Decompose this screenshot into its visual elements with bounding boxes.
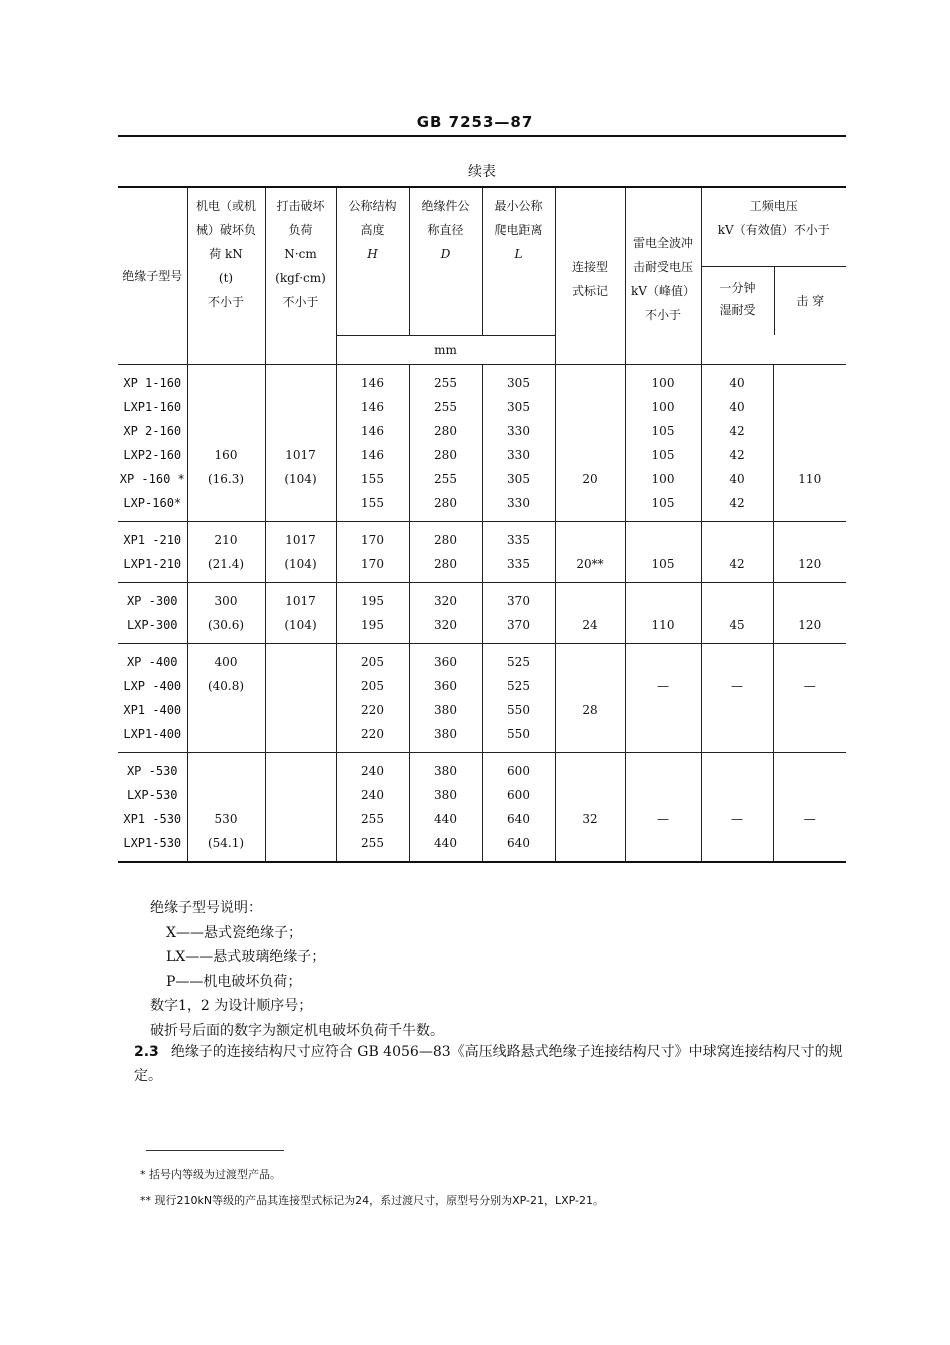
th-power <box>701 187 846 335</box>
th-load-line: 械）破坏负 <box>195 223 256 237</box>
lightning-value: — <box>657 678 669 693</box>
impact-value <box>266 783 336 807</box>
punct-value <box>774 650 847 674</box>
diameter-value: 360 <box>434 654 457 669</box>
height-value: 205 <box>361 654 384 669</box>
lightning-value <box>626 698 701 722</box>
wet-value <box>702 698 773 722</box>
wet-cell <box>701 521 773 582</box>
table-row <box>118 582 846 643</box>
conn-cell <box>555 752 625 862</box>
wet-value <box>702 783 773 807</box>
lightning-value: 100 <box>651 399 675 414</box>
conn-value <box>556 783 625 807</box>
model-value: LXP-530 <box>126 787 178 802</box>
wet-value <box>702 589 773 613</box>
model-value: LXP -400 <box>123 678 182 693</box>
wet-value: 42 <box>729 447 745 462</box>
impact-value: (104) <box>284 471 317 486</box>
th-conn <box>555 187 625 364</box>
note-line: X——悬式瓷绝缘子； <box>166 924 302 941</box>
load-cell <box>187 521 265 582</box>
height-value: 146 <box>361 375 384 390</box>
impact-value <box>266 831 336 855</box>
th-wet <box>702 267 775 335</box>
creep-value: 330 <box>507 447 530 462</box>
conn-value <box>556 759 625 783</box>
th-punct: 击 穿 <box>796 294 825 308</box>
th-diameter <box>409 187 482 335</box>
height-cell <box>336 521 409 582</box>
lightning-value: 105 <box>651 556 675 571</box>
lightning-value <box>626 722 701 746</box>
load-value: (30.6) <box>207 617 245 632</box>
wet-value: 42 <box>729 495 745 510</box>
model-value: XP1 -530 <box>123 811 182 826</box>
creep-value: 335 <box>507 556 530 571</box>
table-caption: 续表 <box>468 164 496 180</box>
standard-header: GB 7253—87 <box>416 113 534 131</box>
lightning-value <box>626 783 701 807</box>
section-text: 绝缘子的连接结构尺寸应符合 GB 4056—83《高压线路悬式绝缘子连接结构尺寸》中球窝连接结构尺寸的规定。 <box>134 1044 843 1084</box>
load-cell <box>187 752 265 862</box>
lightning-value: 105 <box>651 423 675 438</box>
lightning-cell <box>625 582 701 643</box>
th-impact-line: (kgf·cm) <box>275 271 326 285</box>
load-value <box>188 698 265 722</box>
creep-value: 550 <box>507 702 530 717</box>
table-row <box>118 521 846 582</box>
model-value: XP1 -400 <box>123 702 182 717</box>
height-cell <box>336 643 409 752</box>
th-load <box>187 187 265 364</box>
punct-value: 120 <box>798 556 822 571</box>
th-lightning-line: 雷电全波冲 <box>632 235 693 250</box>
wet-cell <box>701 582 773 643</box>
th-impact-line: 打击破坏 <box>276 199 325 213</box>
conn-value <box>556 589 625 613</box>
lightning-value: 105 <box>651 495 675 510</box>
load-value: 400 <box>214 654 238 669</box>
conn-value <box>556 395 625 419</box>
th-impact-line: 不小于 <box>282 295 319 309</box>
th-power-line: 工频电压 <box>749 199 798 213</box>
punct-value: — <box>803 811 816 826</box>
th-lightning-line: 击耐受电压 <box>632 259 693 274</box>
model-value: LXP-160* <box>123 495 182 510</box>
creep-value: 370 <box>507 593 530 608</box>
model-value: XP -300 <box>126 593 178 608</box>
th-diameter-line: D <box>440 247 451 261</box>
impact-cell <box>265 643 336 752</box>
note-line: LX——悬式玻璃绝缘子； <box>166 949 326 965</box>
model-cell <box>118 364 187 521</box>
th-lightning-line: 不小于 <box>644 307 681 322</box>
impact-value <box>266 371 336 395</box>
model-value: LXP1-400 <box>123 726 182 741</box>
diameter-value: 280 <box>434 423 457 438</box>
conn-value: 32 <box>582 811 598 826</box>
lightning-value <box>626 589 701 613</box>
wet-value <box>702 650 773 674</box>
height-cell <box>336 582 409 643</box>
model-value: XP -400 <box>126 654 178 669</box>
model-value: XP1 -210 <box>123 532 182 547</box>
diameter-value: 255 <box>434 471 457 486</box>
model-value: XP -530 <box>126 763 178 778</box>
conn-value <box>556 528 625 552</box>
impact-cell <box>265 752 336 862</box>
creep-value: 305 <box>507 471 530 486</box>
section-number: 2.3 <box>134 1044 159 1060</box>
creep-value: 305 <box>507 375 530 390</box>
wet-cell <box>701 364 773 521</box>
height-value: 170 <box>361 556 384 571</box>
load-cell <box>187 582 265 643</box>
wet-value: 40 <box>729 375 745 390</box>
diameter-value: 320 <box>434 593 457 608</box>
note-line: 破折号后面的数字为额定机电破坏负荷千牛数。 <box>150 1022 444 1039</box>
load-value <box>188 722 265 746</box>
model-cell <box>118 582 187 643</box>
diameter-value: 380 <box>434 726 457 741</box>
diameter-value: 380 <box>434 787 457 802</box>
model-value: LXP1-210 <box>123 556 182 571</box>
diameter-value: 360 <box>434 678 457 693</box>
creep-value: 550 <box>507 726 530 741</box>
height-value: 155 <box>361 495 384 510</box>
model-value: LXP1-530 <box>123 835 182 850</box>
punct-value <box>774 831 847 855</box>
height-value: 205 <box>361 678 384 693</box>
th-diameter-line: 绝缘件公 <box>421 199 470 213</box>
diameter-value: 280 <box>434 556 457 571</box>
th-mm: mm <box>336 335 555 364</box>
model-notes <box>150 896 444 1043</box>
height-value: 146 <box>361 447 384 462</box>
creep-value: 370 <box>507 617 530 632</box>
diameter-cell <box>409 643 482 752</box>
punct-cell <box>773 521 846 582</box>
height-value: 255 <box>361 811 384 826</box>
creep-value: 525 <box>507 654 530 669</box>
height-value: 240 <box>361 763 384 778</box>
diameter-value: 255 <box>434 375 457 390</box>
creep-value: 600 <box>507 787 530 802</box>
punct-value <box>774 443 847 467</box>
load-value <box>188 419 265 443</box>
lightning-value <box>626 831 701 855</box>
wet-value <box>702 528 773 552</box>
height-value: 155 <box>361 471 384 486</box>
impact-value: 1017 <box>285 532 316 547</box>
wet-value <box>702 722 773 746</box>
load-value <box>188 371 265 395</box>
punct-value <box>774 419 847 443</box>
table-row <box>118 643 846 752</box>
lightning-value: — <box>657 811 669 826</box>
load-value: (54.1) <box>207 835 245 850</box>
punct-value <box>774 395 847 419</box>
conn-value: 20 <box>582 471 598 486</box>
impact-value <box>266 759 336 783</box>
punct-value: — <box>803 678 816 693</box>
height-value: 146 <box>361 399 384 414</box>
th-conn-line: 连接型 <box>571 259 608 274</box>
load-value <box>188 395 265 419</box>
impact-value: 1017 <box>285 593 316 608</box>
creep-value: 330 <box>507 423 530 438</box>
th-impact-line: N·cm <box>284 247 317 261</box>
creep-value: 305 <box>507 399 530 414</box>
impact-cell <box>265 521 336 582</box>
height-cell <box>336 364 409 521</box>
load-value <box>188 783 265 807</box>
th-load-line: 机电（或机 <box>195 199 256 213</box>
model-cell <box>118 643 187 752</box>
impact-value <box>266 807 336 831</box>
th-wet-line: 湿耐受 <box>719 303 756 317</box>
conn-cell <box>555 643 625 752</box>
diameter-value: 320 <box>434 617 457 632</box>
creep-value: 335 <box>507 532 530 547</box>
punct-value <box>774 722 847 746</box>
height-value: 255 <box>361 835 384 850</box>
impact-value <box>266 395 336 419</box>
impact-cell <box>265 364 336 521</box>
height-value: 240 <box>361 787 384 802</box>
th-creep <box>482 187 555 335</box>
height-value: 146 <box>361 423 384 438</box>
diameter-value: 380 <box>434 763 457 778</box>
conn-cell <box>555 364 625 521</box>
diameter-value: 380 <box>434 702 457 717</box>
conn-value <box>556 650 625 674</box>
load-value: 210 <box>214 532 238 547</box>
punct-value <box>774 371 847 395</box>
load-value <box>188 491 265 515</box>
conn-value: 20** <box>576 556 604 571</box>
diameter-value: 280 <box>434 495 457 510</box>
height-cell <box>336 752 409 862</box>
creep-cell <box>482 643 555 752</box>
impact-cell <box>265 582 336 643</box>
th-model: 绝缘子型号 <box>118 187 187 364</box>
impact-value: 1017 <box>285 447 316 462</box>
height-value: 220 <box>361 702 384 717</box>
impact-value <box>266 698 336 722</box>
punct-cell <box>773 752 846 862</box>
th-height <box>336 187 409 335</box>
diameter-value: 280 <box>434 447 457 462</box>
model-value: LXP-300 <box>126 617 178 632</box>
lightning-value: 105 <box>651 447 675 462</box>
creep-cell <box>482 752 555 862</box>
wet-value: — <box>731 811 743 826</box>
height-value: 170 <box>361 532 384 547</box>
diameter-cell <box>409 521 482 582</box>
model-value: XP 1-160 <box>123 375 182 390</box>
lightning-value: 110 <box>651 617 675 632</box>
conn-cell <box>555 521 625 582</box>
diameter-cell <box>409 752 482 862</box>
note-line: 数字1，2 为设计顺序号； <box>150 998 313 1014</box>
impact-value <box>266 674 336 698</box>
wet-value: 42 <box>729 556 745 571</box>
th-impact-line: 负荷 <box>288 223 313 237</box>
th-power-line: kV（有效值）不小于 <box>717 223 830 237</box>
insulator-table <box>118 186 846 863</box>
punct-cell <box>773 364 846 521</box>
wet-value: 42 <box>729 423 745 438</box>
punct-value: 120 <box>798 617 822 632</box>
creep-value: 525 <box>507 678 530 693</box>
model-value: XP -160 * <box>119 471 185 486</box>
punct-value <box>774 759 847 783</box>
footnote-1: * 括号内等级为过渡型产品。 <box>140 1168 281 1181</box>
conn-value <box>556 419 625 443</box>
lightning-cell <box>625 521 701 582</box>
th-lightning-line: kV（峰值） <box>631 283 695 298</box>
header-row <box>118 187 846 335</box>
lightning-cell <box>625 752 701 862</box>
creep-value: 640 <box>507 835 530 850</box>
wet-value: 40 <box>729 399 745 414</box>
conn-value <box>556 491 625 515</box>
lightning-cell <box>625 364 701 521</box>
conn-value <box>556 722 625 746</box>
conn-value <box>556 674 625 698</box>
section-2-3 <box>134 1040 846 1088</box>
diameter-value: 440 <box>434 811 457 826</box>
th-creep-line: L <box>514 247 523 261</box>
impact-value <box>266 650 336 674</box>
punct-value <box>774 698 847 722</box>
th-height-line: H <box>367 247 378 261</box>
punct-value <box>774 491 847 515</box>
punct-value <box>774 783 847 807</box>
wet-cell <box>701 752 773 862</box>
load-value: 530 <box>214 811 238 826</box>
impact-value: (104) <box>284 617 317 632</box>
creep-cell <box>482 364 555 521</box>
impact-value <box>266 722 336 746</box>
model-cell <box>118 521 187 582</box>
load-cell <box>187 643 265 752</box>
conn-value <box>556 371 625 395</box>
height-value: 220 <box>361 726 384 741</box>
diameter-cell <box>409 582 482 643</box>
wet-value <box>702 831 773 855</box>
impact-value <box>266 491 336 515</box>
load-value <box>188 759 265 783</box>
th-diameter-line: 称直径 <box>427 223 464 237</box>
footnote-2: ** 现行210kN等级的产品其连接型式标记为24，系过渡尺寸，原型号分别为XP-21，LXP-21。 <box>140 1194 605 1207</box>
lightning-value <box>626 650 701 674</box>
lightning-value: 100 <box>651 471 675 486</box>
punct-value: 110 <box>798 471 822 486</box>
wet-value: 40 <box>729 471 745 486</box>
lightning-cell <box>625 643 701 752</box>
load-value: 300 <box>214 593 238 608</box>
punct-value <box>774 589 847 613</box>
punct-cell <box>773 582 846 643</box>
note-line: P——机电破坏负荷； <box>166 973 302 990</box>
height-value: 195 <box>361 617 384 632</box>
height-value: 195 <box>361 593 384 608</box>
conn-cell <box>555 582 625 643</box>
load-value: (40.8) <box>207 678 245 693</box>
conn-value <box>556 831 625 855</box>
model-value: LXP2-160 <box>123 447 182 462</box>
footnote-rule <box>146 1150 284 1151</box>
load-cell <box>187 364 265 521</box>
conn-value: 28 <box>582 702 598 717</box>
th-creep-line: 爬电距离 <box>494 223 543 237</box>
load-value: (21.4) <box>207 556 245 571</box>
table-row <box>118 752 846 862</box>
wet-cell <box>701 643 773 752</box>
lightning-value <box>626 759 701 783</box>
creep-cell <box>482 521 555 582</box>
diameter-value: 440 <box>434 835 457 850</box>
lightning-value <box>626 528 701 552</box>
model-value: XP 2-160 <box>123 423 182 438</box>
model-value: LXP1-160 <box>123 399 182 414</box>
th-conn-line: 式标记 <box>571 283 608 298</box>
th-creep-line: 最小公称 <box>494 199 543 213</box>
lightning-value: 100 <box>651 375 675 390</box>
note-line: 绝缘子型号说明： <box>150 900 262 916</box>
conn-value: 24 <box>582 617 598 632</box>
impact-value: (104) <box>284 556 317 571</box>
conn-value <box>556 443 625 467</box>
model-cell <box>118 752 187 862</box>
table-row <box>118 364 846 521</box>
creep-cell <box>482 582 555 643</box>
punct-value <box>774 528 847 552</box>
diameter-value: 255 <box>434 399 457 414</box>
creep-value: 330 <box>507 495 530 510</box>
th-height-line: 高度 <box>360 223 385 237</box>
th-load-line: (t) <box>218 271 234 285</box>
load-value: 160 <box>214 447 238 462</box>
th-load-line: 荷 kN <box>209 247 243 261</box>
wet-value: 45 <box>729 617 745 632</box>
impact-value <box>266 419 336 443</box>
creep-value: 640 <box>507 811 530 826</box>
creep-value: 600 <box>507 763 530 778</box>
th-height-line: 公称结构 <box>348 199 397 213</box>
diameter-value: 280 <box>434 532 457 547</box>
punct-cell <box>773 643 846 752</box>
th-load-line: 不小于 <box>207 295 244 309</box>
wet-value: — <box>731 678 743 693</box>
diameter-cell <box>409 364 482 521</box>
wet-value <box>702 759 773 783</box>
load-value: (16.3) <box>207 471 245 486</box>
header-rule <box>118 135 846 137</box>
th-impact <box>265 187 336 364</box>
th-wet-line: 一分钟 <box>719 281 756 295</box>
th-lightning <box>625 187 701 364</box>
